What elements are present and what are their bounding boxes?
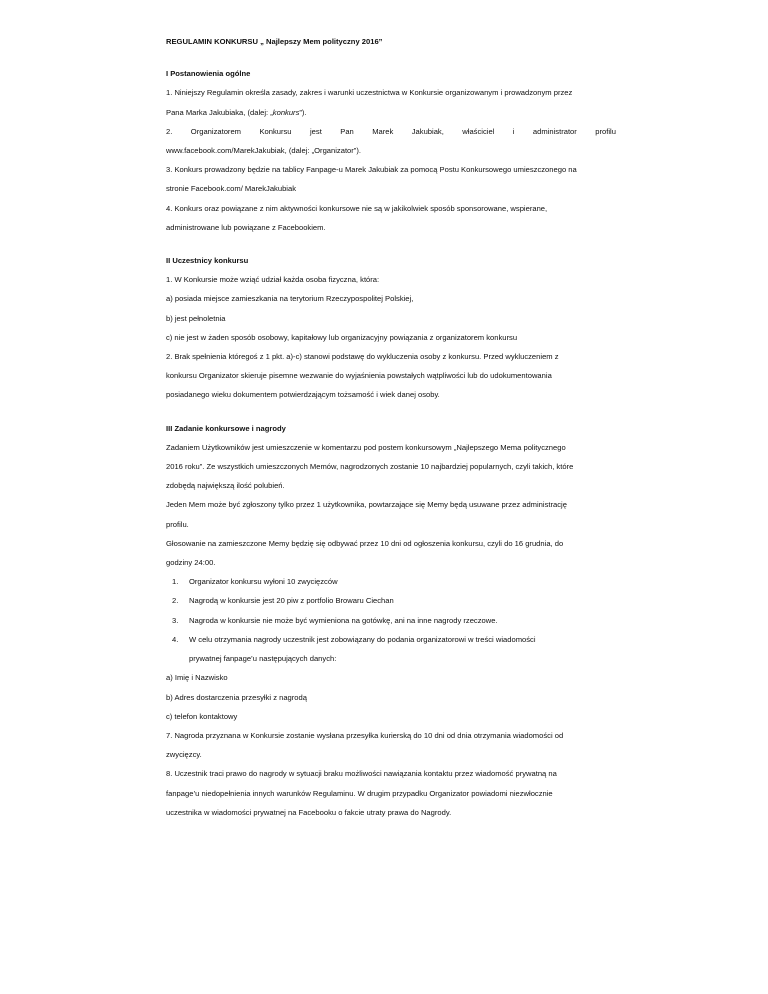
data-item-b: b) Adres dostarczenia przesyłki z nagrodą [166, 692, 307, 702]
paragraph-2-justified [166, 126, 616, 137]
word: i [512, 126, 515, 136]
paragraph-7-end: zwycięzcy. [166, 750, 202, 760]
paragraph-3: 3. Konkurs prowadzony będzie na tablicy Fanpage-u Marek Jakubiak za pomocą Postu Konkursowego umieszczonego na [166, 165, 577, 175]
list-text-line: W celu otrzymania nagrody uczestnik jest zobowiązany do podania organizatorowi w treści wiadomości [189, 634, 536, 644]
paragraph-8: 8. Uczestnik traci prawo do nagrody w sytuacji braku możliwości nawiązania kontaktu przez wiadomość prywatną na [166, 769, 557, 779]
paragraph-4-continued: administrowane lub powiązane z Facebookiem. [166, 222, 326, 232]
paragraph-2-continued: www.facebook.com/MarekJakubiak, (dalej: „Organizator”). [166, 146, 361, 156]
paragraph-1 [166, 87, 616, 98]
paragraph-voting-end: godziny 24:00. [166, 558, 216, 568]
list-number: 1. [172, 577, 179, 587]
paragraph-line: 1. Niniejszy Regulamin określa zasady, zakres i warunki uczestnictwa w Konkursie organizowanym i prowadzonym przez [166, 88, 573, 98]
section-general-provisions [166, 68, 616, 233]
paragraph-1: 1. W Konkursie może wziąć udział każda osoba fizyczna, która: [166, 275, 380, 285]
paragraph-one-meme-end: profilu. [166, 519, 189, 529]
numbered-list [166, 576, 616, 664]
paragraph-2-end: posiadanego wieku dokumentem potwierdzającym tożsamość i wiek danej osoby. [166, 390, 440, 400]
document-title: REGULAMIN KONKURSU „ Najlepszy Mem polityczny 2016” [166, 37, 383, 46]
list-text-line: prywatnej fanpage’u następujących danych: [189, 654, 337, 664]
condition-a: a) posiada miejsce zamieszkania na terytorium Rzeczypospolitej Polskiej, [166, 294, 414, 304]
paragraph-task-continued: 2016 roku”. Ze wszystkich umieszczonych Memów, nagrodzonych zostanie 10 najbardziej popularnych, czyli takich, które [166, 462, 574, 472]
list-text: Nagroda w konkursie nie może być wymieniona na gotówkę, ani na inne nagrody rzeczowe. [189, 615, 498, 625]
section-participants [166, 255, 616, 401]
list-text: Organizator konkursu wyłoni 10 zwycięzców [189, 577, 338, 587]
word: jest [309, 126, 322, 136]
list-item [166, 576, 616, 587]
word: administrator [532, 126, 577, 136]
paragraph-2-continued: konkursu Organizator skieruje pisemne wezwanie do wyjaśnienia powstałych wątpliwości lub do udokumentowania [166, 371, 552, 381]
data-item-a: a) Imię i Nazwisko [166, 673, 228, 683]
list-number: 4. [172, 634, 179, 644]
list-item [166, 634, 616, 664]
word: Jakubiak, [411, 126, 444, 136]
word: właściciel [462, 126, 495, 136]
word: Pan [340, 126, 354, 136]
paragraph-task-end: zdobędą największą ilość polubień. [166, 481, 285, 491]
word: Organizatorem [190, 126, 242, 136]
list-text [186, 634, 616, 664]
list-text: Nagrodą w konkursie jest 20 piw z portfolio Browaru Ciechan [189, 596, 394, 606]
word: 2. [166, 126, 173, 136]
paragraph-2: 2. Brak spełnienia któregoś z 1 pkt. a)-c) stanowi podstawę do wykluczenia osoby z konkursu. Przed wykluczeniem z [166, 352, 559, 362]
text-span: ”). [299, 107, 307, 117]
list-number: 3. [172, 615, 179, 625]
document-content [166, 36, 616, 840]
list-item [166, 615, 616, 626]
condition-c: c) nie jest w żaden sposób osobowy, kapitałowy lub organizacyjny powiązania z organizatorem konkursu [166, 332, 518, 342]
emphasis-text: konkurs [272, 107, 300, 117]
condition-b: b) jest pełnoletnia [166, 313, 226, 323]
paragraph-voting: Głosowanie na zamieszczone Memy będzię się odbywać przez 10 dni od ogłoszenia konkursu, czyli do 16 grudnia, do [166, 538, 564, 548]
section-heading: II Uczestnicy konkursu [166, 256, 249, 266]
word: profilu [595, 126, 616, 136]
paragraph-4: 4. Konkurs oraz powiązane z nim aktywności konkursowe nie są w jakikolwiek sposób sponsorowane, wspierane, [166, 203, 548, 213]
list-number: 2. [172, 596, 179, 606]
section-heading: I Postanowienia ogólne [166, 69, 251, 79]
paragraph-1-continued [166, 107, 616, 118]
paragraph-7: 7. Nagroda przyznana w Konkursie zostanie wysłana przesyłka kurierską do 10 dni od dnia otrzymania wiadomości od [166, 730, 564, 740]
section-task-and-prizes [166, 423, 616, 818]
word: Konkursu [259, 126, 292, 136]
list-item [166, 595, 616, 606]
section-heading: III Zadanie konkursowe i nagrody [166, 423, 286, 433]
word: Marek [372, 126, 394, 136]
paragraph-task: Zadaniem Użytkowników jest umieszczenie w komentarzu pod postem konkursowym „Najlepszego Mema politycznego [166, 442, 566, 452]
paragraph-3-continued: stronie Facebook.com/ MarekJakubiak [166, 184, 296, 194]
paragraph-8-end: uczestnika w wiadomości prywatnej na Facebooku o fakcie utraty prawa do Nagrody. [166, 807, 452, 817]
data-item-c: c) telefon kontaktowy [166, 711, 238, 721]
paragraph-8-continued: fanpage’u niedopełnienia innych warunków Regulaminu. W drugim przypadku Organizator powiadomi niezwłocznie [166, 788, 553, 798]
text-span: Pana Marka Jakubiaka, (dalej: „ [166, 107, 273, 117]
paragraph-one-meme: Jeden Mem może być zgłoszony tylko przez 1 użytkownika, powtarzające się Memy będą usuwane przez administrację [166, 500, 567, 510]
